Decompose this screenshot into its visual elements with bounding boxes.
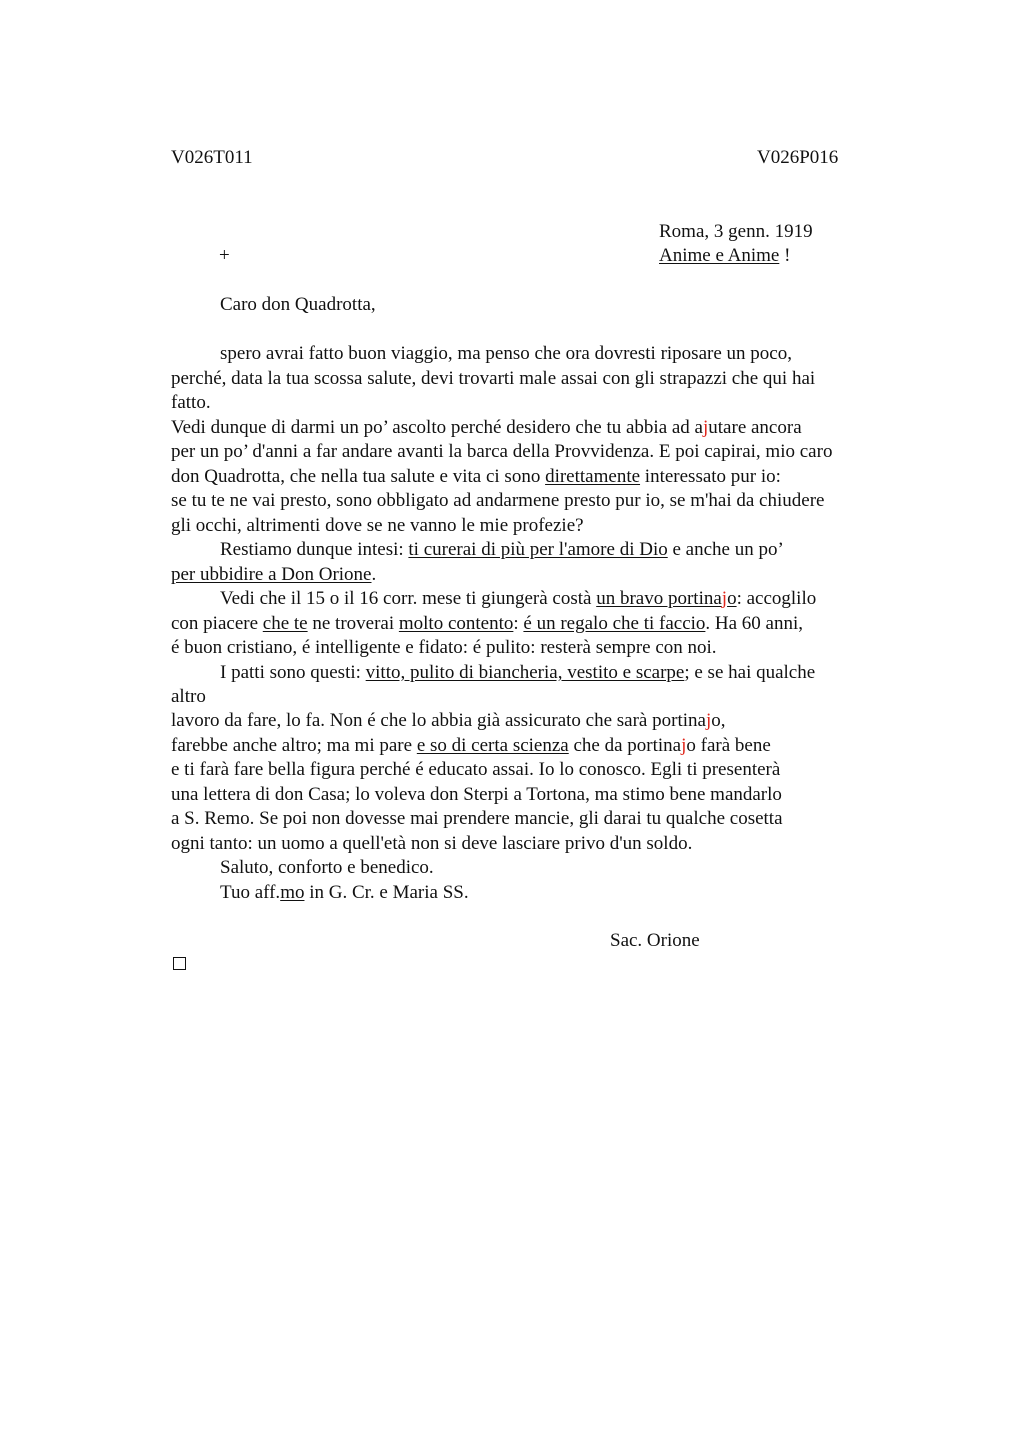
square-box-icon xyxy=(173,957,186,970)
underlined-text: e so di certa scienza xyxy=(416,735,569,756)
body-line: perché, data la tua scossa salute, devi trovarti male assai con gli strapazzi che qui hai xyxy=(171,368,816,389)
motto xyxy=(659,244,790,269)
salutation: Caro don Quadrotta, xyxy=(220,294,376,315)
place-date: Roma, 3 genn. 1919 xyxy=(659,221,813,242)
text-run: utare ancora xyxy=(708,417,802,438)
cross-mark: + xyxy=(219,245,230,266)
text-run: I patti sono questi: xyxy=(220,662,366,683)
signature: Sac. Orione xyxy=(610,930,700,951)
body-line: una lettera di don Casa; lo voleva don Sterpi a Tortona, ma stimo bene mandarlo xyxy=(171,784,782,805)
text-run: Restiamo dunque intesi: xyxy=(220,539,409,560)
underlined-text: mo xyxy=(280,882,305,903)
body-line xyxy=(171,563,376,588)
body-line: gli occhi, altrimenti dove se ne vanno le mie profezie? xyxy=(171,515,584,536)
body-line xyxy=(171,416,802,441)
correction-mark: j xyxy=(705,710,712,731)
text-run: . xyxy=(371,564,377,585)
correction-mark: j xyxy=(721,588,728,609)
underlined-text: ti curerai di più per l'amore di Dio xyxy=(408,539,668,560)
body-line: fatto. xyxy=(171,392,211,413)
text-run: : accoglilo xyxy=(736,588,817,609)
body-line: é buon cristiano, é intelligente e fidato: é pulito: resterà sempre con noi. xyxy=(171,637,717,658)
underlined-text: o xyxy=(727,588,737,609)
body-line: e ti farà fare bella figura perché é educato assai. Io lo conosco. Egli ti presenterà xyxy=(171,759,781,780)
underlined-text: vitto, pulito di biancheria, vestito e scarpe xyxy=(365,662,685,683)
body-line: per un po’ d'anni a far andare avanti la barca della Provvidenza. E poi capirai, mio caro xyxy=(171,441,833,462)
text-run: . Ha 60 anni, xyxy=(705,613,804,634)
document-code-right: V026P016 xyxy=(757,147,839,168)
closing-line: Saluto, conforto e benedico. xyxy=(220,857,434,878)
body-line xyxy=(220,661,815,686)
text-run: interessato pur io: xyxy=(640,466,781,487)
underlined-text: per ubbidire a Don Orione xyxy=(171,564,372,585)
text-run: : xyxy=(513,613,524,634)
body-line xyxy=(171,612,803,637)
body-line xyxy=(220,538,784,563)
closing-line xyxy=(220,881,469,906)
body-line: ogni tanto: un uomo a quell'età non si deve lasciare privo d'un soldo. xyxy=(171,833,693,854)
text-run: lavoro da fare, lo fa. Non é che lo abbia già assicurato che sarà portina xyxy=(171,710,706,731)
text-run: don Quadrotta, che nella tua salute e vita ci sono xyxy=(171,466,546,487)
body-line xyxy=(220,587,816,612)
body-line xyxy=(171,465,781,490)
underlined-text: molto contento xyxy=(398,613,514,634)
correction-mark: j xyxy=(703,417,709,438)
underlined-text: é un regalo che ti faccio xyxy=(523,613,706,634)
text-run: o, xyxy=(711,710,726,731)
body-line: spero avrai fatto buon viaggio, ma penso che ora dovresti riposare un poco, xyxy=(220,343,792,364)
body-line: se tu te ne vai presto, sono obbligato ad andarmene presto pur io, se m'hai da chiudere xyxy=(171,490,825,511)
underlined-text: un bravo portina xyxy=(596,588,722,609)
body-line: a S. Remo. Se poi non dovesse mai prendere mancie, gli darai tu qualche cosetta xyxy=(171,808,783,829)
text-run: con piacere xyxy=(171,613,263,634)
text-run: che da portina xyxy=(568,735,682,756)
text-run: Vedi che il 15 o il 16 corr. mese ti giungerà costà xyxy=(220,588,597,609)
document-code-left: V026T011 xyxy=(171,147,253,168)
text-run: in G. Cr. e Maria SS. xyxy=(304,882,469,903)
text-run: farebbe anche altro; ma mi pare xyxy=(171,735,417,756)
text-run: ; e se hai qualche xyxy=(684,662,816,683)
text-run: Vedi dunque di darmi un po’ ascolto perché desidero che tu abbia ad a xyxy=(171,417,703,438)
text-run: e anche un po’ xyxy=(667,539,784,560)
body-line: altro xyxy=(171,686,206,707)
body-line xyxy=(171,734,771,759)
text-run: ne troverai xyxy=(307,613,399,634)
body-line xyxy=(171,709,725,734)
motto-text: Anime e Anime xyxy=(659,245,780,266)
motto-suffix: ! xyxy=(779,245,791,266)
underlined-text: che te xyxy=(262,613,308,634)
text-run: o farà bene xyxy=(686,735,771,756)
text-run: Tuo aff. xyxy=(220,882,281,903)
correction-mark: j xyxy=(681,735,687,756)
underlined-text: direttamente xyxy=(545,466,641,487)
